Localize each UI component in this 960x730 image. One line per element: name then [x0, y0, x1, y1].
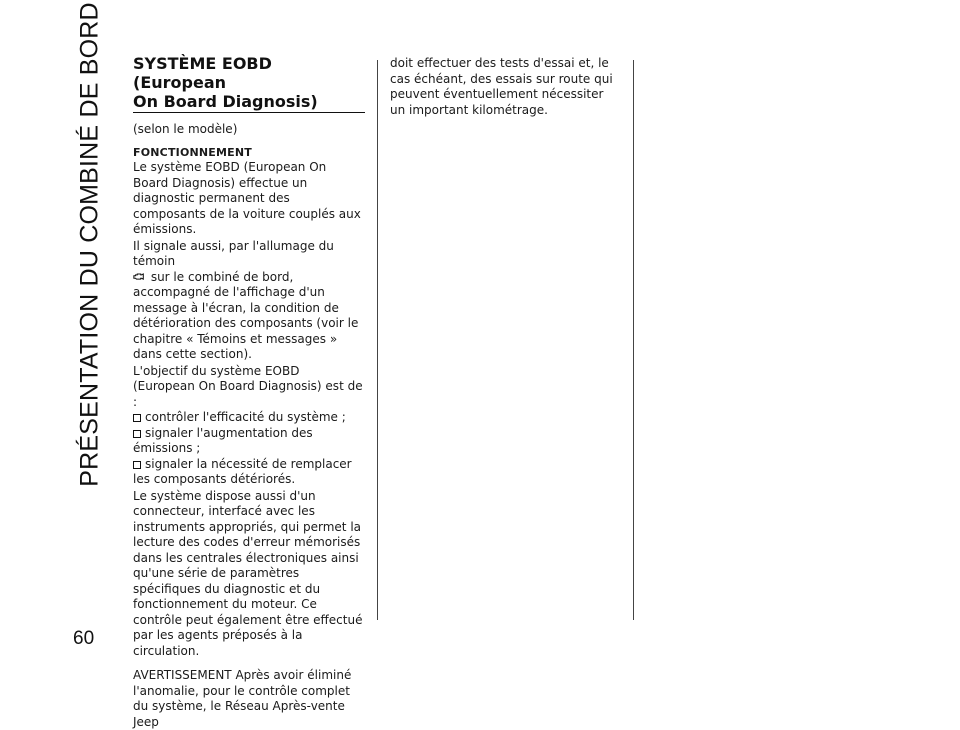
heading-line-2: On Board Diagnosis) — [133, 92, 318, 111]
engine-warning-icon — [133, 272, 145, 282]
paragraph-3: L'objectif du système EOBD (European On Board Diagnosis) est de : — [133, 363, 363, 409]
column-divider-2 — [633, 60, 634, 620]
paragraph-2 — [133, 239, 365, 363]
column-divider-1 — [377, 60, 378, 620]
subtitle: (selon le modèle) — [133, 122, 238, 136]
bullet-square-icon — [133, 461, 141, 469]
bullet-square-icon — [133, 414, 141, 422]
paragraph-2-end: sur le combiné de bord, accompagné de l'affichage d'un message à l'écran, la condition de détérioration des composants (voir le chapitre « Témoins et messages » dans cette section). — [133, 269, 359, 361]
section-label: FONCTIONNEMENT — [133, 145, 252, 159]
left-column — [133, 54, 365, 730]
bullet-item — [133, 457, 365, 488]
bullet-square-icon — [133, 430, 141, 438]
bullet-item — [133, 426, 365, 457]
bullet-item — [133, 410, 365, 426]
paragraph-2-start: Il signale aussi, par l'allumage du témoin — [133, 238, 334, 268]
continued-paragraph: doit effectuer des tests d'essai et, le cas échéant, des essais sur route qui peuvent éventuellement nécessiter un important kilométrage. — [390, 56, 613, 117]
middle-column — [390, 56, 620, 118]
bullet-text: signaler l'augmentation des émissions ; — [133, 425, 313, 455]
section-heading — [133, 54, 365, 113]
warning-paragraph: AVERTISSEMENT Après avoir éliminé l'anomalie, pour le contrôle complet du système, le Réseau Après-vente Jeep — [133, 668, 352, 729]
chapter-side-title — [70, 1, 110, 487]
paragraph-1: Le système EOBD (European On Board Diagnosis) effectue un diagnostic permanent des composants de la voiture couplés aux émissions. — [133, 160, 361, 236]
bullet-text: contrôler l'efficacité du système ; — [145, 410, 346, 424]
chapter-title-text: PRÉSENTATION DU COMBINÉ DE BORD — [75, 1, 104, 487]
page-number: 60 — [73, 628, 95, 649]
paragraph-4: Le système dispose aussi d'un connecteur, interfacé avec les instruments appropriés, qui permet la lecture des codes d'erreur mémorisés dans les centrales électroniques ainsi qu'une série de paramètres spécifiques du diagnostic et du fonctionnement du moteur. Ce contrôle peut également être effectué par les agents préposés à la circulation. — [133, 488, 363, 658]
bullet-text: signaler la nécessité de remplacer les composants détériorés. — [133, 456, 352, 486]
heading-line-1: SYSTÈME EOBD (European — [133, 54, 272, 92]
